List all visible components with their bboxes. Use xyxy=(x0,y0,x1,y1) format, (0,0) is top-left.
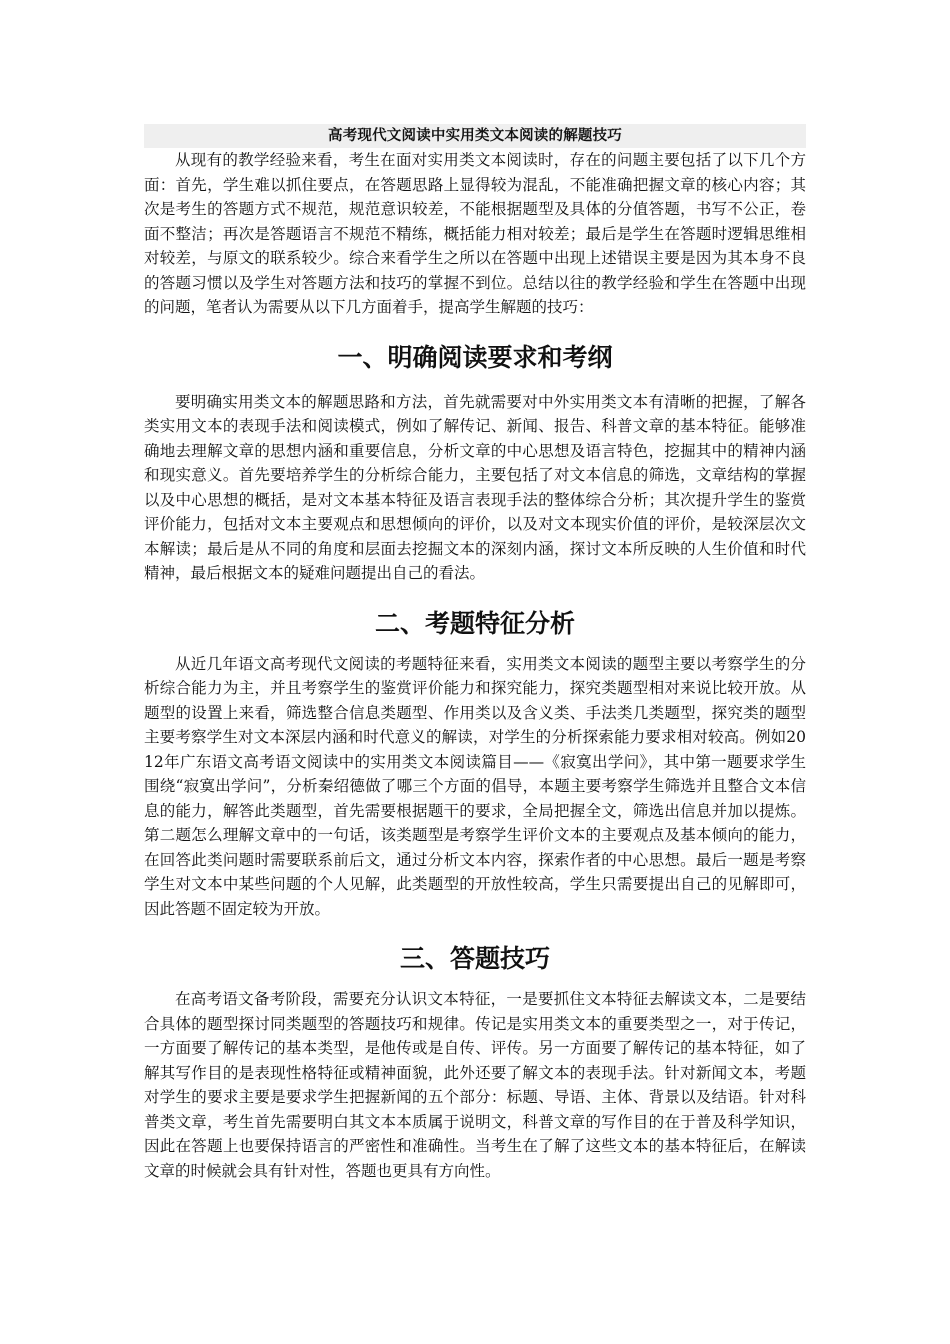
intro-paragraph: 从现有的教学经验来看，考生在面对实用类文本阅读时，存在的问题主要包括了以下几个方面：首先，学生难以抓住要点，在答题思路上显得较为混乱，不能准确把握文章的核心内容；其次是考生的答题方式不规范，规范意识较差，不能根据题型及具体的分值答题，书写不公正，卷面不整洁；再次是答题语言不规范不精练，概括能力相对较差；最后是学生在答题时逻辑思维相对较差，与原文的联系较少。综合来看学生之所以在答题中出现上述错误主要是因为其本身不良的答题习惯以及学生对答题方法和技巧的掌握不到位。总结以往的教学经验和学生在答题中出现的问题，笔者认为需要从以下几方面着手，提高学生解题的技巧： xyxy=(144,151,806,316)
section-heading-3: 三、答题技巧 xyxy=(399,944,550,973)
section-body-3: 在高考语文备考阶段，需要充分认识文本特征，一是要抓住文本特征去解读文本，二是要结合具体的题型探讨同类题型的答题技巧和规律。传记是实用类文本的重要类型之一，对于传记，一方面要了解传记的基本类型，是他传或是自传、评传。另一方面要了解传记的基本特征，如了解其写作目的是表现性格特征或精神面貌，此外还要了解文本的表现手法。针对新闻文本，考题对学生的要求主要是要求学生把握新闻的五个部分：标题、导语、主体、背景以及结语。针对科普类文章，考生首先需要明白其文本本质属于说明文，科普文章的写作目的在于普及科学知识，因此在答题上也要保持语言的严密性和准确性。当考生在了解了这些文本的基本特征后，在解读文章的时候就会具有针对性，答题也更具有方向性。 xyxy=(144,990,806,1180)
document-title: 高考现代文阅读中实用类文本阅读的解题技巧 xyxy=(144,124,806,148)
section-body-2: 从近几年语文高考现代文阅读的考题特征来看，实用类文本阅读的题型主要以考察学生的分析综合能力为主，并且考察学生的鉴赏评价能力和探究能力，探究类题型相对来说比较开放。从题型的设置上来看，筛选整合信息类题型、作用类以及含义类、手法类几类题型，探究类的题型主要考察学生对文本深层内涵和时代意义的解读，对学生的分析探索能力要求相对较高。例如2012年广东语文高考语文阅读中的实用类文本阅读篇目——《寂寞出学问》，其中第一题要求学生围绕“寂寞出学问”，分析秦绍德做了哪三个方面的倡导，本题主要考察学生筛选并且整合文本信息的能力，解答此类题型，首先需要根据题干的要求，全局把握全文，筛选出信息并加以提炼。第二题怎么理解文章中的一句话，该类题型是考察学生评价文本的主要观点及基本倾向的能力，在回答此类问题时需要联系前后文，通过分析文本内容，探索作者的中心思想。最后一题是考察学生对文本中某些问题的个人见解，此类题型的开放性较高，学生只需要提出自己的见解即可，因此答题不固定较为开放。 xyxy=(144,654,806,918)
section-body-1: 要明确实用类文本的解题思路和方法，首先就需要对中外实用类文本有清晰的把握，了解各类实用文本的表现手法和阅读模式，例如了解传记、新闻、报告、科普文章的基本特征。能够准确地去理解文章的思想内涵和重要信息，分析文章的中心思想及语言特色，挖掘其中的精神内涵和现实意义。首先要培养学生的分析综合能力，主要包括了对文本信息的筛选，文章结构的掌握以及中心思想的概括，是对文本基本特征及语言表现手法的整体综合分析；其次提升学生的鉴赏评价能力，包括对文本主要观点和思想倾向的评价，以及对文本现实价值的评价，是较深层次文本解读；最后是从不同的角度和层面去挖掘文本的深刻内涵，探讨文本所反映的人生价值和时代精神，最后根据文本的疑难问题提出自己的看法。 xyxy=(144,392,806,582)
section-heading-2: 二、考题特征分析 xyxy=(374,608,575,638)
document-page xyxy=(144,124,806,1183)
section-heading-1: 一、明确阅读要求和考纲 xyxy=(337,342,613,372)
